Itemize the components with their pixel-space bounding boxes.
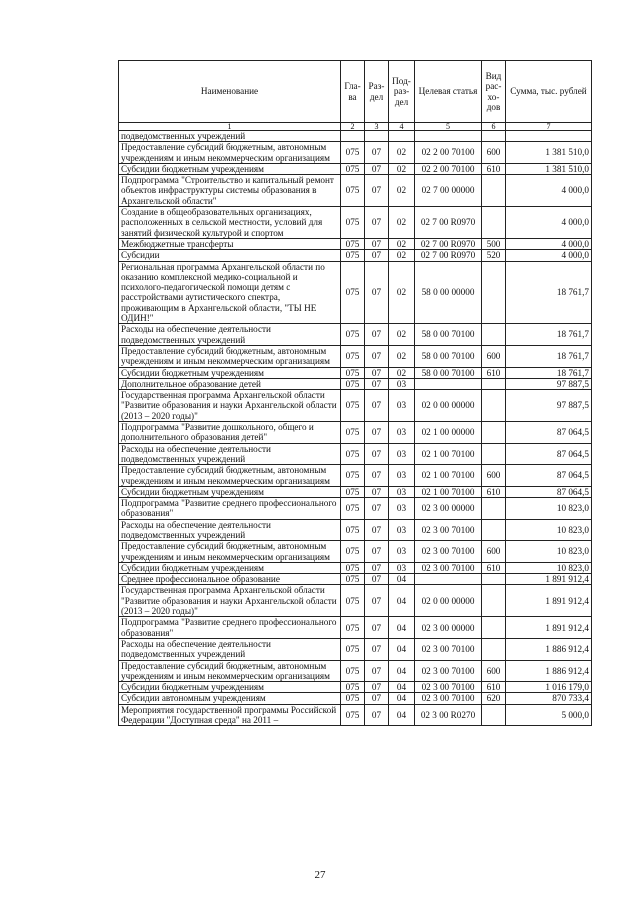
table-row bbox=[119, 617, 592, 639]
row-glava: 075 bbox=[341, 693, 365, 704]
column-number: 6 bbox=[482, 123, 506, 131]
row-sum: 97 887,5 bbox=[506, 378, 592, 389]
row-glava: 075 bbox=[341, 498, 365, 520]
row-name: Субсидии бюджетным учреждениям bbox=[119, 682, 341, 693]
table-row bbox=[119, 261, 592, 324]
table-row bbox=[119, 574, 592, 585]
row-vid: 610 bbox=[482, 682, 506, 693]
row-target: 02 2 00 70100 bbox=[415, 163, 482, 174]
row-name: Субсидии бюджетным учреждениям bbox=[119, 163, 341, 174]
row-razdel: 07 bbox=[365, 585, 389, 617]
row-vid: 520 bbox=[482, 250, 506, 261]
row-sum: 18 761,7 bbox=[506, 367, 592, 378]
row-sum: 1 891 912,4 bbox=[506, 617, 592, 639]
row-target: 02 3 00 70100 bbox=[415, 693, 482, 704]
row-glava: 075 bbox=[341, 207, 365, 239]
row-sum: 10 823,0 bbox=[506, 541, 592, 563]
row-target bbox=[415, 574, 482, 585]
row-sum: 18 761,7 bbox=[506, 345, 592, 367]
row-vid bbox=[482, 574, 506, 585]
row-razdel: 07 bbox=[365, 486, 389, 497]
row-razdel: 07 bbox=[365, 324, 389, 346]
row-sum: 1 886 912,4 bbox=[506, 638, 592, 660]
table-row bbox=[119, 443, 592, 465]
row-podrazdel: 04 bbox=[389, 704, 415, 726]
row-target: 02 7 00 R0970 bbox=[415, 250, 482, 261]
row-sum: 1 381 510,0 bbox=[506, 142, 592, 164]
row-glava: 075 bbox=[341, 175, 365, 207]
row-podrazdel: 04 bbox=[389, 638, 415, 660]
row-sum: 1 016 179,0 bbox=[506, 682, 592, 693]
row-razdel: 07 bbox=[365, 390, 389, 422]
row-name: Создание в общеобразовательных организациях, расположенных в сельской местности, условий для занятий физической культурой и спортом bbox=[119, 207, 341, 239]
row-name: Подпрограмма "Развитие среднего профессионального образования" bbox=[119, 498, 341, 520]
table-row bbox=[119, 390, 592, 422]
header-target: Целевая статья bbox=[415, 61, 482, 123]
row-name: Дополнительное образование детей bbox=[119, 378, 341, 389]
row-sum: 18 761,7 bbox=[506, 261, 592, 324]
row-sum: 10 823,0 bbox=[506, 519, 592, 541]
row-glava: 075 bbox=[341, 465, 365, 487]
row-razdel: 07 bbox=[365, 660, 389, 682]
header-glava: Гла-ва bbox=[341, 61, 365, 123]
row-podrazdel: 02 bbox=[389, 163, 415, 174]
row-podrazdel: 03 bbox=[389, 443, 415, 465]
row-name: Подпрограмма "Развитие среднего профессионального образования" bbox=[119, 617, 341, 639]
row-glava: 075 bbox=[341, 443, 365, 465]
row-podrazdel: 02 bbox=[389, 345, 415, 367]
row-sum: 5 000,0 bbox=[506, 704, 592, 726]
row-vid bbox=[482, 207, 506, 239]
row-name: Предоставление субсидий бюджетным, автономным учреждениям и иным некоммерческим организациям bbox=[119, 541, 341, 563]
row-razdel: 07 bbox=[365, 693, 389, 704]
row-podrazdel: 02 bbox=[389, 261, 415, 324]
row-vid: 600 bbox=[482, 142, 506, 164]
row-sum: 1 381 510,0 bbox=[506, 163, 592, 174]
header-razdel: Раз-дел bbox=[365, 61, 389, 123]
table-row bbox=[119, 660, 592, 682]
row-razdel: 07 bbox=[365, 367, 389, 378]
row-vid: 610 bbox=[482, 562, 506, 573]
table-row bbox=[119, 131, 592, 142]
row-sum bbox=[506, 131, 592, 142]
table-row bbox=[119, 682, 592, 693]
row-glava: 075 bbox=[341, 486, 365, 497]
row-razdel: 07 bbox=[365, 574, 389, 585]
table-row bbox=[119, 486, 592, 497]
table-row bbox=[119, 175, 592, 207]
row-sum: 4 000,0 bbox=[506, 207, 592, 239]
row-razdel: 07 bbox=[365, 142, 389, 164]
row-sum: 10 823,0 bbox=[506, 498, 592, 520]
row-vid bbox=[482, 638, 506, 660]
row-target: 02 7 00 00000 bbox=[415, 175, 482, 207]
row-vid: 610 bbox=[482, 163, 506, 174]
row-podrazdel bbox=[389, 131, 415, 142]
table-row bbox=[119, 519, 592, 541]
row-sum: 1 886 912,4 bbox=[506, 660, 592, 682]
table-row bbox=[119, 250, 592, 261]
row-target: 02 3 00 70100 bbox=[415, 660, 482, 682]
row-glava: 075 bbox=[341, 519, 365, 541]
row-sum: 87 064,5 bbox=[506, 486, 592, 497]
row-vid: 600 bbox=[482, 345, 506, 367]
row-podrazdel: 03 bbox=[389, 465, 415, 487]
row-podrazdel: 03 bbox=[389, 519, 415, 541]
row-glava: 075 bbox=[341, 250, 365, 261]
row-razdel: 07 bbox=[365, 238, 389, 249]
row-podrazdel: 02 bbox=[389, 324, 415, 346]
row-target: 02 1 00 70100 bbox=[415, 465, 482, 487]
row-name: Предоставление субсидий бюджетным, автономным учреждениям и иным некоммерческим организациям bbox=[119, 142, 341, 164]
row-glava: 075 bbox=[341, 142, 365, 164]
row-target: 02 0 00 00000 bbox=[415, 390, 482, 422]
row-target: 02 3 00 70100 bbox=[415, 682, 482, 693]
table-row bbox=[119, 207, 592, 239]
row-glava: 075 bbox=[341, 378, 365, 389]
row-vid: 600 bbox=[482, 660, 506, 682]
table-row bbox=[119, 367, 592, 378]
row-razdel: 07 bbox=[365, 261, 389, 324]
table-body bbox=[119, 131, 592, 726]
row-razdel: 07 bbox=[365, 562, 389, 573]
row-target bbox=[415, 378, 482, 389]
row-name: Расходы на обеспечение деятельности подведомственных учреждений bbox=[119, 443, 341, 465]
row-name: Региональная программа Архангельской области по оказанию комплексной медико-социальной и психолого-педагогической помощи детям с расстройствами аутистического спектра, проживающим в Архангельской области, "ТЫ НЕ ОДИН!" bbox=[119, 261, 341, 324]
row-name: Субсидии bbox=[119, 250, 341, 261]
row-razdel: 07 bbox=[365, 704, 389, 726]
row-vid bbox=[482, 378, 506, 389]
table-row bbox=[119, 498, 592, 520]
row-vid bbox=[482, 585, 506, 617]
row-name: Государственная программа Архангельской области "Развитие образования и науки Архангельской области (2013 – 2020 годы)" bbox=[119, 390, 341, 422]
row-glava: 075 bbox=[341, 638, 365, 660]
row-vid bbox=[482, 390, 506, 422]
row-razdel: 07 bbox=[365, 163, 389, 174]
row-target: 02 3 00 R0270 bbox=[415, 704, 482, 726]
row-target: 58 0 00 00000 bbox=[415, 261, 482, 324]
row-podrazdel: 02 bbox=[389, 142, 415, 164]
header-name: Наименование bbox=[119, 61, 341, 123]
row-vid bbox=[482, 261, 506, 324]
row-razdel: 07 bbox=[365, 638, 389, 660]
table-row bbox=[119, 238, 592, 249]
row-target: 02 1 00 70100 bbox=[415, 443, 482, 465]
row-name: Государственная программа Архангельской области "Развитие образования и науки Архангельской области (2013 – 2020 годы)" bbox=[119, 585, 341, 617]
row-vid bbox=[482, 131, 506, 142]
row-name: Предоставление субсидий бюджетным, автономным учреждениям и иным некоммерческим организациям bbox=[119, 465, 341, 487]
row-sum: 87 064,5 bbox=[506, 465, 592, 487]
row-glava: 075 bbox=[341, 163, 365, 174]
row-podrazdel: 03 bbox=[389, 562, 415, 573]
row-podrazdel: 02 bbox=[389, 250, 415, 261]
row-sum: 87 064,5 bbox=[506, 422, 592, 444]
row-target: 02 3 00 00000 bbox=[415, 617, 482, 639]
row-podrazdel: 02 bbox=[389, 367, 415, 378]
column-number: 7 bbox=[506, 123, 592, 131]
row-podrazdel: 02 bbox=[389, 207, 415, 239]
row-podrazdel: 04 bbox=[389, 617, 415, 639]
page-number: 27 bbox=[314, 869, 326, 881]
row-name: Расходы на обеспечение деятельности подведомственных учреждений bbox=[119, 638, 341, 660]
row-sum: 97 887,5 bbox=[506, 390, 592, 422]
row-podrazdel: 03 bbox=[389, 486, 415, 497]
row-name: Подпрограмма "Развитие дошкольного, общего и дополнительного образования детей" bbox=[119, 422, 341, 444]
row-sum: 18 761,7 bbox=[506, 324, 592, 346]
table-row bbox=[119, 324, 592, 346]
row-razdel: 07 bbox=[365, 443, 389, 465]
row-glava: 075 bbox=[341, 617, 365, 639]
row-target: 02 0 00 00000 bbox=[415, 585, 482, 617]
row-podrazdel: 04 bbox=[389, 574, 415, 585]
budget-table bbox=[118, 60, 592, 726]
row-razdel: 07 bbox=[365, 345, 389, 367]
header-sum: Сумма, тыс. рублей bbox=[506, 61, 592, 123]
row-vid: 600 bbox=[482, 465, 506, 487]
table-row bbox=[119, 465, 592, 487]
row-sum: 10 823,0 bbox=[506, 562, 592, 573]
table-row bbox=[119, 638, 592, 660]
row-razdel: 07 bbox=[365, 519, 389, 541]
row-name: Субсидии бюджетным учреждениям bbox=[119, 562, 341, 573]
table-row bbox=[119, 345, 592, 367]
row-target: 02 1 00 00000 bbox=[415, 422, 482, 444]
row-sum: 4 000,0 bbox=[506, 238, 592, 249]
row-sum: 870 733,4 bbox=[506, 693, 592, 704]
row-razdel: 07 bbox=[365, 175, 389, 207]
row-target: 58 0 00 70100 bbox=[415, 345, 482, 367]
table-row bbox=[119, 163, 592, 174]
row-podrazdel: 03 bbox=[389, 422, 415, 444]
row-podrazdel: 03 bbox=[389, 498, 415, 520]
table-row bbox=[119, 541, 592, 563]
row-razdel: 07 bbox=[365, 682, 389, 693]
row-name: Подпрограмма "Строительство и капитальный ремонт объектов инфраструктуры системы образования в Архангельской области" bbox=[119, 175, 341, 207]
row-razdel: 07 bbox=[365, 207, 389, 239]
row-target: 02 3 00 00000 bbox=[415, 498, 482, 520]
row-vid bbox=[482, 324, 506, 346]
row-target: 02 2 00 70100 bbox=[415, 142, 482, 164]
row-vid bbox=[482, 498, 506, 520]
row-glava: 075 bbox=[341, 562, 365, 573]
row-name: Субсидии бюджетным учреждениям bbox=[119, 367, 341, 378]
row-target: 02 3 00 70100 bbox=[415, 541, 482, 563]
row-glava: 075 bbox=[341, 390, 365, 422]
row-podrazdel: 04 bbox=[389, 585, 415, 617]
row-name: Расходы на обеспечение деятельности подведомственных учреждений bbox=[119, 519, 341, 541]
row-vid: 600 bbox=[482, 541, 506, 563]
row-vid bbox=[482, 519, 506, 541]
row-target: 02 3 00 70100 bbox=[415, 638, 482, 660]
row-sum: 87 064,5 bbox=[506, 443, 592, 465]
row-name: Субсидии бюджетным учреждениям bbox=[119, 486, 341, 497]
column-number: 3 bbox=[365, 123, 389, 131]
table-row bbox=[119, 693, 592, 704]
row-name: Субсидии автономным учреждениям bbox=[119, 693, 341, 704]
row-glava bbox=[341, 131, 365, 142]
row-vid: 610 bbox=[482, 486, 506, 497]
row-vid bbox=[482, 704, 506, 726]
row-name: подведомственных учреждений bbox=[119, 131, 341, 142]
table-row bbox=[119, 378, 592, 389]
row-target: 58 0 00 70100 bbox=[415, 324, 482, 346]
row-podrazdel: 03 bbox=[389, 378, 415, 389]
row-name: Расходы на обеспечение деятельности подведомственных учреждений bbox=[119, 324, 341, 346]
row-name: Межбюджетные трансферты bbox=[119, 238, 341, 249]
row-vid: 500 bbox=[482, 238, 506, 249]
row-target: 02 1 00 70100 bbox=[415, 486, 482, 497]
row-glava: 075 bbox=[341, 704, 365, 726]
row-target: 02 7 00 R0970 bbox=[415, 238, 482, 249]
row-vid: 610 bbox=[482, 367, 506, 378]
row-glava: 075 bbox=[341, 324, 365, 346]
row-podrazdel: 03 bbox=[389, 390, 415, 422]
row-sum: 1 891 912,4 bbox=[506, 585, 592, 617]
row-name: Предоставление субсидий бюджетным, автономным учреждениям и иным некоммерческим организациям bbox=[119, 660, 341, 682]
table-row bbox=[119, 422, 592, 444]
row-glava: 075 bbox=[341, 367, 365, 378]
row-razdel: 07 bbox=[365, 422, 389, 444]
row-name: Мероприятия государственной программы Российской Федерации "Доступная среда" на 2011 – bbox=[119, 704, 341, 726]
table-row bbox=[119, 142, 592, 164]
row-glava: 075 bbox=[341, 682, 365, 693]
header-podrazdel: Под-раз-дел bbox=[389, 61, 415, 123]
row-podrazdel: 02 bbox=[389, 238, 415, 249]
row-vid: 620 bbox=[482, 693, 506, 704]
row-vid bbox=[482, 443, 506, 465]
row-target: 02 3 00 70100 bbox=[415, 562, 482, 573]
column-number-row bbox=[119, 123, 592, 131]
row-razdel bbox=[365, 131, 389, 142]
row-glava: 075 bbox=[341, 660, 365, 682]
row-razdel: 07 bbox=[365, 250, 389, 261]
column-number: 1 bbox=[119, 123, 341, 131]
row-glava: 075 bbox=[341, 574, 365, 585]
row-podrazdel: 04 bbox=[389, 693, 415, 704]
row-podrazdel: 04 bbox=[389, 682, 415, 693]
row-glava: 075 bbox=[341, 261, 365, 324]
table-row bbox=[119, 585, 592, 617]
row-podrazdel: 02 bbox=[389, 175, 415, 207]
row-vid bbox=[482, 422, 506, 444]
row-target: 02 7 00 R0970 bbox=[415, 207, 482, 239]
table-header-row bbox=[119, 61, 592, 123]
row-podrazdel: 03 bbox=[389, 541, 415, 563]
row-vid bbox=[482, 617, 506, 639]
row-glava: 075 bbox=[341, 585, 365, 617]
row-glava: 075 bbox=[341, 345, 365, 367]
row-name: Среднее профессиональное образование bbox=[119, 574, 341, 585]
header-vid: Вид рас-хо-дов bbox=[482, 61, 506, 123]
row-glava: 075 bbox=[341, 541, 365, 563]
row-podrazdel: 04 bbox=[389, 660, 415, 682]
row-sum: 4 000,0 bbox=[506, 250, 592, 261]
row-vid bbox=[482, 175, 506, 207]
row-razdel: 07 bbox=[365, 498, 389, 520]
row-razdel: 07 bbox=[365, 378, 389, 389]
row-target: 58 0 00 70100 bbox=[415, 367, 482, 378]
row-razdel: 07 bbox=[365, 617, 389, 639]
column-number: 5 bbox=[415, 123, 482, 131]
row-sum: 4 000,0 bbox=[506, 175, 592, 207]
row-name: Предоставление субсидий бюджетным, автономным учреждениям и иным некоммерческим организациям bbox=[119, 345, 341, 367]
table-row bbox=[119, 704, 592, 726]
column-number: 4 bbox=[389, 123, 415, 131]
table-row bbox=[119, 562, 592, 573]
column-number: 2 bbox=[341, 123, 365, 131]
row-sum: 1 891 912,4 bbox=[506, 574, 592, 585]
row-glava: 075 bbox=[341, 422, 365, 444]
row-razdel: 07 bbox=[365, 541, 389, 563]
row-glava: 075 bbox=[341, 238, 365, 249]
row-razdel: 07 bbox=[365, 465, 389, 487]
row-target: 02 3 00 70100 bbox=[415, 519, 482, 541]
row-target bbox=[415, 131, 482, 142]
